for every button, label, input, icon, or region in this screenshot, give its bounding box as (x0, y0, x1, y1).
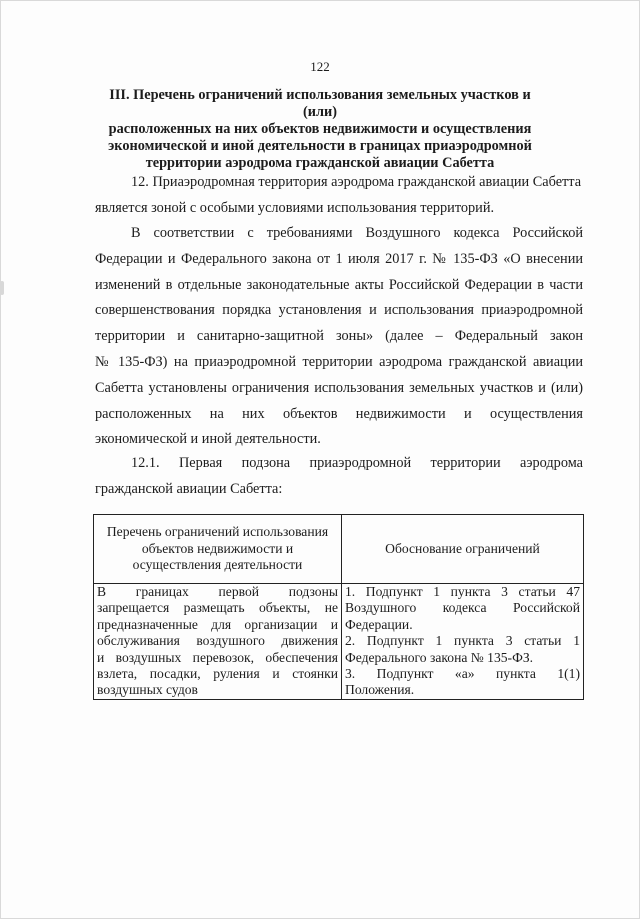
paragraph-line: Сабетта установлены ограничения использования земельных участков и (или) (95, 379, 583, 396)
header-justification: Обоснование ограничений (342, 515, 584, 584)
paragraph-line: изменений в отдельные законодательные акты Российской Федерации в части (95, 276, 583, 293)
header-line: деятельности (224, 557, 303, 573)
cell-line: Положения. (345, 682, 415, 698)
paragraph-line: В соответствии с требованиями Воздушного кодекса Российской (131, 225, 583, 241)
section-title-line: расположенных на них объектов недвижимости и осуществления (108, 121, 532, 137)
cell-line: воздушных судов (97, 682, 198, 698)
justification-cell (342, 584, 584, 700)
paragraph-line: 12. Приаэродромная территория аэродрома гражданской авиации Сабетта (131, 174, 582, 190)
cell-line: и воздушных перевозок, обеспечения (97, 649, 338, 665)
restriction-cell (94, 584, 342, 700)
table-header-row (94, 515, 584, 584)
cell-line: Воздушного кодекса Российской (345, 600, 580, 616)
section-title-line: экономической и иной деятельности в границах приаэродромной (108, 138, 532, 154)
header-line: Перечень ограничений (106, 524, 240, 540)
section-title-line: III. Перечень ограничений использования земельных участков и (или) (109, 87, 531, 120)
paragraph-line: гражданской авиации Сабетта: (95, 480, 283, 497)
header-restrictions-list (94, 515, 342, 584)
cell-line: 3. Подпункт «а» пункта 1(1) (345, 666, 580, 682)
scan-edge-mark (0, 281, 4, 295)
section-title-line: территории аэродрома гражданской авиации Сабетта (145, 155, 495, 171)
paragraph-line: Федерации и Федерального закона от 1 июля 2017 г. № 135-ФЗ «О внесении (95, 250, 583, 267)
cell-line: 2. Подпункт 1 пункта 3 статьи 1 (345, 633, 580, 649)
paragraph-legal-basis (95, 221, 583, 453)
table-row (94, 584, 584, 700)
cell-line: Федерации. (345, 616, 413, 632)
restrictions-table (93, 514, 584, 700)
paragraph-line: № 135-ФЗ) на приаэродромной территории аэродрома гражданской авиации (95, 353, 583, 370)
paragraph-line: экономической и иной деятельности. (95, 431, 321, 448)
cell-line: запрещается размещать объекты, не (97, 600, 338, 616)
paragraph-line: совершенствования порядка установления и использования приаэродромной (95, 302, 583, 319)
cell-line: взлета, посадки, руления и стоянки (97, 666, 338, 682)
cell-line: Федерального закона № 135-ФЗ. (345, 649, 534, 665)
cell-line: 1. Подпункт 1 пункта 3 статьи 47 (345, 584, 580, 599)
paragraph-line: расположенных на них объектов недвижимости и осуществления (95, 405, 583, 422)
page-number: 122 (310, 59, 330, 74)
header-line: недвижимости и осуществления (132, 540, 294, 573)
paragraph-line: территории и санитарно-защитной зоны» (далее – Федеральный закон (95, 328, 583, 345)
section-title (95, 87, 545, 172)
paragraph-line: является зоной с особыми условиями использования территорий. (95, 199, 495, 216)
cell-line: В границах первой подзоны (97, 584, 338, 599)
cell-line: предназначенные для организации и (97, 616, 338, 632)
cell-line: обслуживания воздушного движения (97, 633, 338, 649)
header-line: использования объектов (141, 524, 329, 556)
paragraph-line: 12.1. Первая подзона приаэродромной территории аэродрома (131, 455, 583, 471)
paragraph-12-1 (95, 451, 583, 503)
paragraph-12 (95, 170, 583, 222)
